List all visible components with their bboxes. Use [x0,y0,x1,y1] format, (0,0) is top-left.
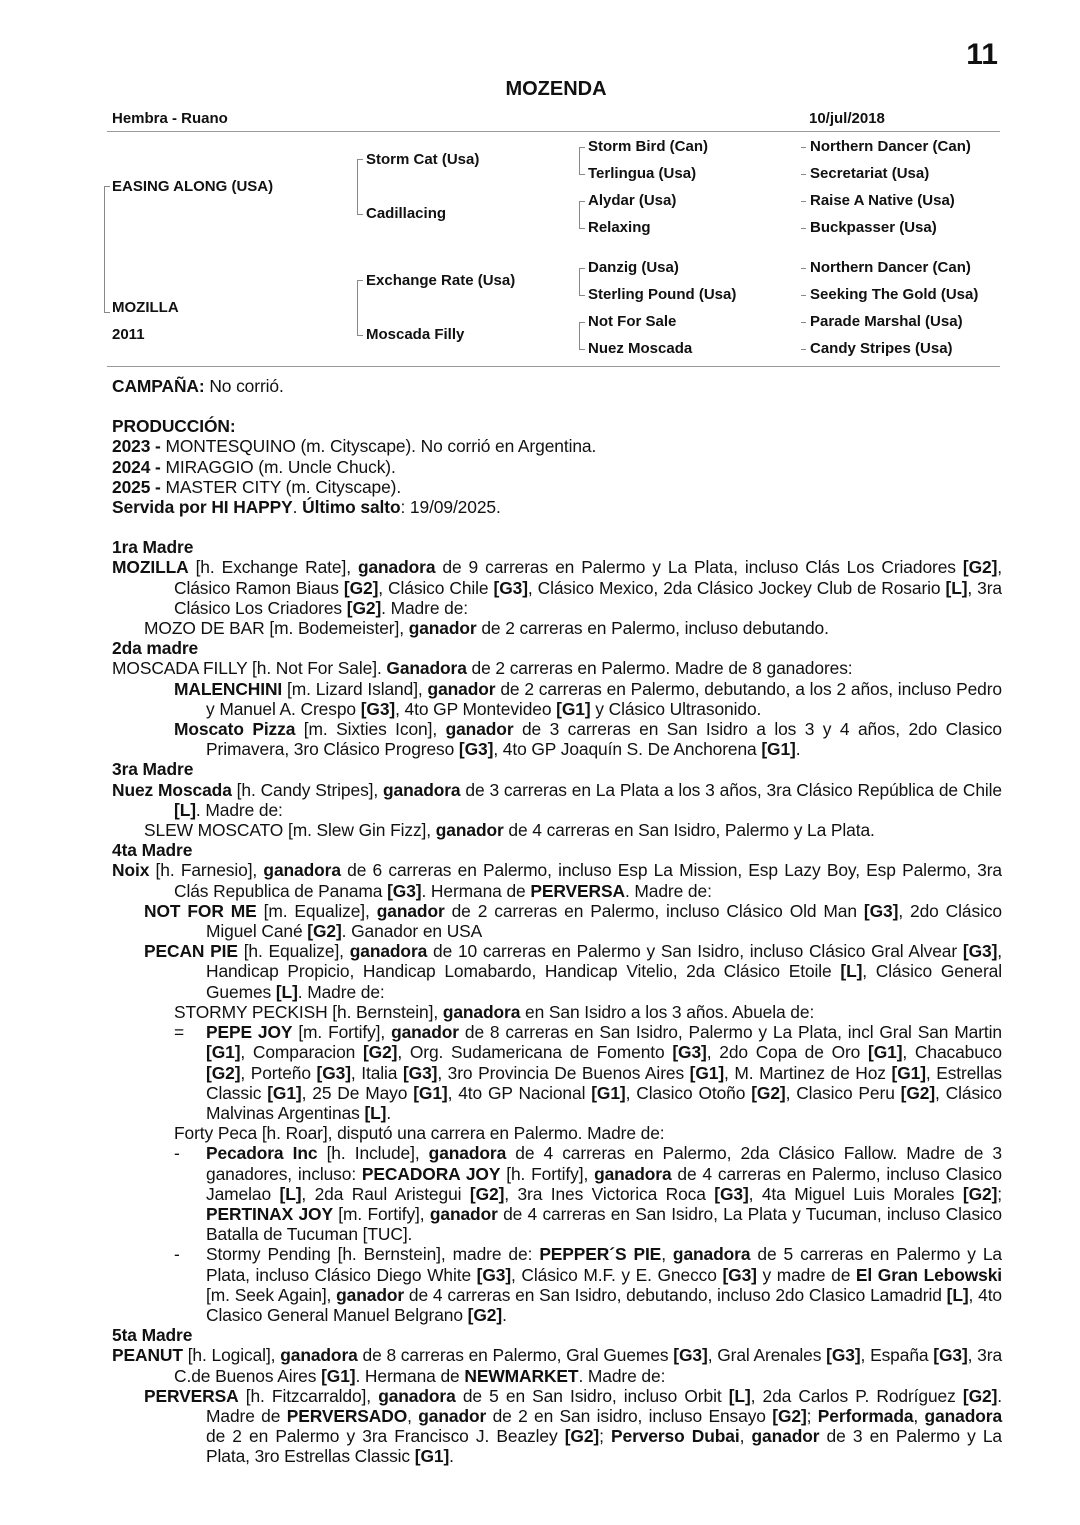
content [112,376,1002,1467]
pedigree-dam-dam: Moscada Filly [366,326,465,343]
pedigree-tick [579,322,585,323]
pedigree-tick [357,280,363,281]
pedigree-bracket [579,201,580,229]
offspring-paragraph: NOT FOR ME [m. Equalize], ganador de 2 carreras en Palermo, incluso Clásico Old Man [G3], 2do Clásico Miguel Cané [G2]. Ganador en USA [144,900,1002,942]
pedigree-tick [579,349,585,350]
pedigree-tick [579,147,585,148]
pedigree-bracket [579,147,580,175]
offspring-line: MOZO DE BAR [m. Bodemeister], ganador de 2 carreras en Palermo, incluso debutando. [144,618,829,639]
pedigree-dash [801,349,806,350]
pedigree-tick [104,312,110,313]
pedigree-g4-2: Secretariat (Usa) [810,165,930,182]
pedigree-rule [107,366,1000,367]
spacer [112,517,1002,537]
pedigree-tick [579,295,585,296]
section-heading-3ra-madre: 3ra Madre [112,759,194,780]
offspring-paragraph: PECAN PIE [h. Equalize], ganadora de 10 carreras en Palermo y San Isidro, incluso Clásico Gral Alvear [G3], Handicap Propicio, Handicap Lomabardo, Handicap Vitelio, 2da Clásico Etoile [L], Clásico General Guemes [L]. Madre de: [144,941,1003,1002]
pedigree-dam-year: 2011 [112,326,145,343]
pedigree-g3-2: Terlingua (Usa) [588,165,697,182]
offspring-paragraph: MALENCHINI [m. Lizard Island], ganador de 2 carreras en Palermo, debutando, a los 2 años, incluso Pedro y Manuel A. Crespo [G3], 4to GP Montevideo [G1] y Clásico Ultrasonido. [174,678,1003,719]
fifth-dam-paragraph: PEANUT [h. Logical], ganadora de 8 carreras en Palermo, Gral Guemes [G3], Gral Arenales [G3], España [G3], 3ra C.de Buenos Aires [G1]. Hermana de NEWMARKET. Madre de: [112,1345,1003,1386]
third-dam-paragraph: Nuez Moscada [h. Candy Stripes], ganadora de 3 carreras en La Plata a los 3 años, 3ra Clásico República de Chile [L]. Madre de: [112,779,1002,820]
pedigree-g4-7: Parade Marshal (Usa) [810,313,963,330]
offspring-line: SLEW MOSCATO [m. Slew Gin Fizz], ganador de 4 carreras en San Isidro, Palermo y La Plata. [144,820,875,841]
section-heading-5ta-madre: 5ta Madre [112,1325,193,1346]
pedigree-g3-4: Relaxing [588,219,651,236]
pedigree-g3-7: Not For Sale [588,313,677,330]
pedigree-g3-6: Sterling Pound (Usa) [588,286,737,303]
pedigree-g4-1: Northern Dancer (Can) [810,138,971,155]
campaign-line [112,376,1002,396]
pedigree-g3-3: Alydar (Usa) [588,192,677,209]
production-heading: PRODUCCIÓN: [112,416,236,437]
pedigree-tick [579,201,585,202]
pedigree-dash [801,228,806,229]
page-number: 11 [966,38,998,71]
pedigree-dam-sire: Exchange Rate (Usa) [366,272,516,289]
granddaughter-line: Forty Peca [h. Roar], disputó una carrera en Palermo. Madre de: [174,1123,665,1144]
pedigree-tick [579,228,585,229]
offspring-paragraph: PERVERSA [h. Fitzcarraldo], ganadora de 5 en San Isidro, incluso Orbit [L], 2da Carlos P. Rodríguez [G2]. Madre de PERVERSADO, ganador de 2 en San isidro, incluso Ensayo [G2]; Performada, ganadora de 2 en Palermo y 3ra Francisco J. Beazley [G2]; Perverso Dubai, ganador de 3 en Palermo y La Plata, 3ro Estrellas Classic [G1]. [144,1385,1003,1467]
pedigree-tick [357,335,363,336]
pedigree-bracket [357,159,358,215]
pedigree-dash [801,268,806,269]
pedigree-g3-1: Storm Bird (Can) [588,138,708,155]
pedigree-sire: EASING ALONG (USA) [112,178,274,195]
campaign-label: CAMPAÑA: [112,376,205,396]
pedigree-dash [801,201,806,202]
pedigree-bracket [579,322,580,350]
pedigree-bracket [357,280,358,336]
horse-name: MOZENDA [505,78,607,100]
pedigree-tick [579,268,585,269]
first-dam-paragraph: MOZILLA [h. Exchange Rate], ganadora de 9 carreras en Palermo y La Plata, incluso Clás Los Criadores [G2], Clásico Ramon Biaus [G2], Clásico Chile [G3], Clásico Mexico, 2da Clásico Jockey Club de Rosario [L], 3ra Clásico Los Criadores [G2]. Madre de: [112,557,1002,618]
section-heading-2da-madre: 2da madre [112,638,199,659]
fourth-dam-paragraph: Noix [h. Farnesio], ganadora de 6 carreras en Palermo, incluso Esp La Mission, Esp Lazy Boy, Esp Palermo, 3ra Clás Republica de Panama [G3]. Hermana de PERVERSA. Madre de: [112,860,1002,901]
birth-date: 10/jul/2018 [809,110,885,127]
pedigree-table [0,0,1080,380]
second-dam-paragraph: MOSCADA FILLY [h. Not For Sale]. Ganadora de 2 carreras en Palermo. Madre de 8 ganadores: [112,658,853,679]
pedigree-bracket [104,186,105,313]
pedigree-g3-5: Danzig (Usa) [588,259,679,276]
spacer [112,396,1002,416]
pedigree-tick [357,214,363,215]
pedigree-dash [801,322,806,323]
section-heading-1ra-madre: 1ra Madre [112,537,194,558]
production-item: 2024 - MIRAGGIO (m. Uncle Chuck). [112,456,396,477]
great-grandson-paragraph: = PEPE JOY [m. Fortify], ganador de 8 carreras en San Isidro, Palermo y La Plata, incl Gral San Martin [G1], Comparacion [G2], Org. Sudamericana de Fomento [G3], 2do Copa de Oro [G1], Chacabuco [G2], Porteño [G3], Italia [G3], 3ro Provincia De Buenos Aires [G1], M. Martinez de Hoz [G1], Estrellas Classic [G1], 25 De Mayo [G1], 4to GP Nacional [G1], Clasico Otoño [G2], Clasico Peru [G2], Clásico Malvinas Argentinas [L]. [174,1022,1002,1123]
pedigree-sire-sire: Storm Cat (Usa) [366,151,480,168]
section-heading-4ta-madre: 4ta Madre [112,840,193,861]
pedigree-g4-8: Candy Stripes (Usa) [810,340,953,357]
pedigree-dash [801,295,806,296]
sex-color: Hembra - Ruano [112,110,228,127]
granddaughter-line: STORMY PECKISH [h. Bernstein], ganadora en San Isidro a los 3 años. Abuela de: [174,1001,815,1022]
pedigree-sire-dam: Cadillacing [366,205,447,222]
pedigree-dash [801,147,806,148]
pedigree-g4-6: Seeking The Gold (Usa) [810,286,979,303]
pedigree-tick [104,186,110,187]
campaign-text: No corrió. [204,376,284,396]
production-item: 2025 - MASTER CITY (m. Cityscape). [112,476,402,497]
pedigree-dash [801,174,806,175]
pedigree-bracket [579,268,580,296]
pedigree-dam: MOZILLA [112,299,179,316]
pedigree-g4-3: Raise A Native (Usa) [810,192,955,209]
pedigree-g4-5: Northern Dancer (Can) [810,259,971,276]
pedigree-g4-4: Buckpasser (Usa) [810,219,937,236]
offspring-paragraph: Moscato Pizza [m. Sixties Icon], ganador de 3 carreras en San Isidro a los 3 y 4 años, 2do Clasico Primavera, 3ro Clásico Progreso [G3], 4to GP Joaquín S. De Anchorena [G1]. [174,719,1002,760]
great-granddaughter-paragraph: - Pecadora Inc [h. Include], ganadora de 4 carreras en Palermo, 2da Clásico Fallow. Madre de 3 ganadores, incluso: PECADORA JOY [h. Fortify], ganadora de 4 carreras en Palermo, incluso Clasico Jamelao [L], 2da Raul Aristegui [G2], 3ra Ines Victorica Roca [G3], 4ta Miguel Luis Morales [G2]; PERTINAX JOY [m. Fortify], ganador de 4 carreras en San Isidro, La Plata y Tucuman, incluso Clasico Batalla de Tucuman [TUC]. [174,1143,1002,1245]
great-granddaughter-paragraph: - Stormy Pending [h. Bernstein], madre de: PEPPER´S PIE, ganadora de 5 carreras en Palermo y La Plata, incluso Clásico Diego White [G3], Clásico M.F. y E. Gnecco [G3] y madre de El Gran Lebowski [m. Seek Again], ganador de 4 carreras en San Isidro, debutando, incluso 2do Clasico Lamadrid [L], 4to Clasico General Manuel Belgrano [G2]. [174,1244,1003,1325]
servida-line: Servida por HI HAPPY. Último salto: 19/09/2025. [112,497,501,518]
pedigree-tick [579,174,585,175]
pedigree-tick [357,159,363,160]
production-item: 2023 - MONTESQUINO (m. Cityscape). No corrió en Argentina. [112,436,597,457]
pedigree-g3-8: Nuez Moscada [588,340,693,357]
